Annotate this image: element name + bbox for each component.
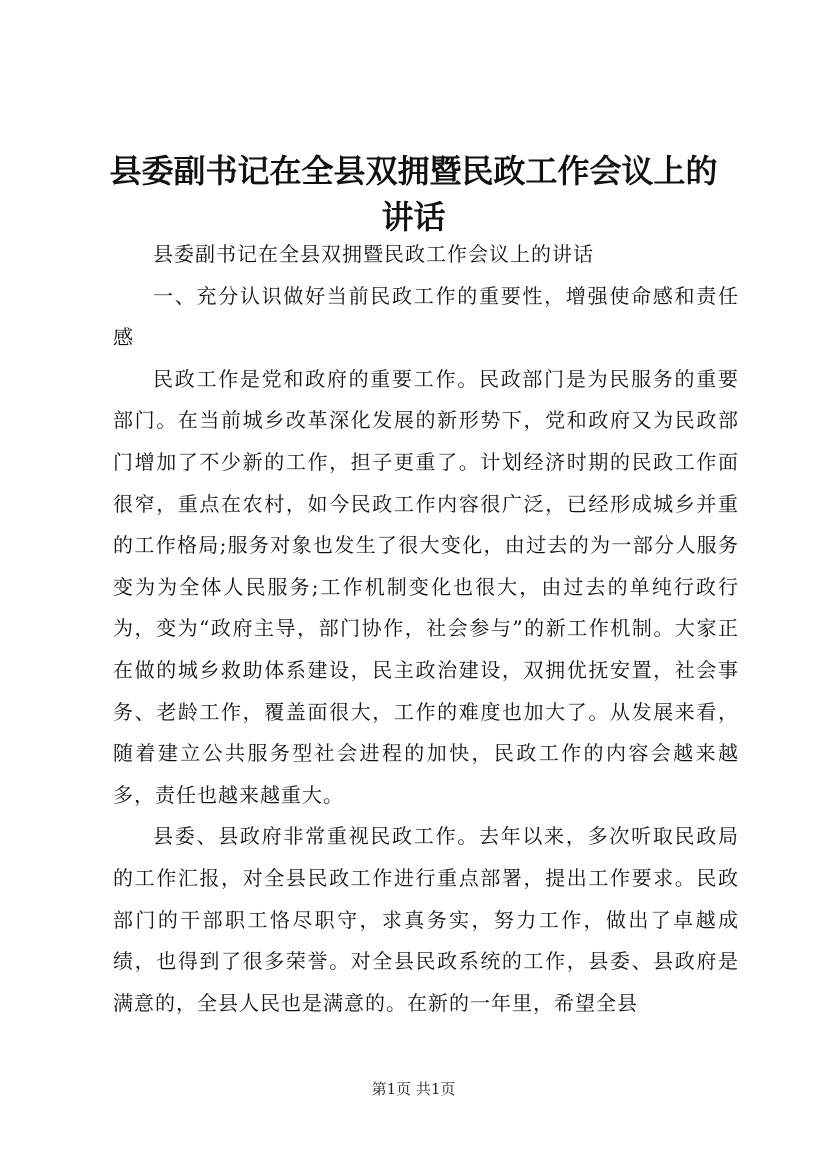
subtitle-paragraph: 县委副书记在全县双拥暨民政工作会议上的讲话 [153,242,594,266]
body-paragraph: 县委、县政府非常重视民政工作。去年以来，多次听取民政局的工作汇报，对全县民政工作进行重点部署，提出工作要求。民政部门的干部职工恪尽职守，求真务实，努力工作，做出了卓越成绩，也得到了很多荣誉。对全县民政系统的工作，县委、县政府是满意的，全县人民也是满意的。在新的一年里，希望全县 [113,824,739,1015]
document-body [113,234,739,1024]
page-footer: 第1页 共1页 [371,1080,456,1098]
section-heading-paragraph: 一、充分认识做好当前民政工作的重要性，增强使命感和责任感 [113,283,739,350]
document-title: 县委副书记在全县双拥暨民政工作会议上的讲话 [109,152,718,236]
body-paragraph: 民政工作是党和政府的重要工作。民政部门是为民服务的重要部门。在当前城乡改革深化发展的新形势下，党和政府又为民政部门增加了不少新的工作，担子更重了。计划经济时期的民政工作面很窄，重点在农村，如今民政工作内容很广泛，已经形成城乡并重的工作格局;服务对象也发生了很大变化，由过去的为一部分人服务变为为全体人民服务;工作机制变化也很大，由过去的单纯行政行为，变为“政府主导，部门协作，社会参与”的新工作机制。大家正在做的城乡救助体系建设，民主政治建设，双拥优抚安置，社会事务、老龄工作，覆盖面很大，工作的难度也加大了。从发展来看，随着建立公共服务型社会进程的加快，民政工作的内容会越来越多，责任也越来越重大。 [113,366,739,807]
